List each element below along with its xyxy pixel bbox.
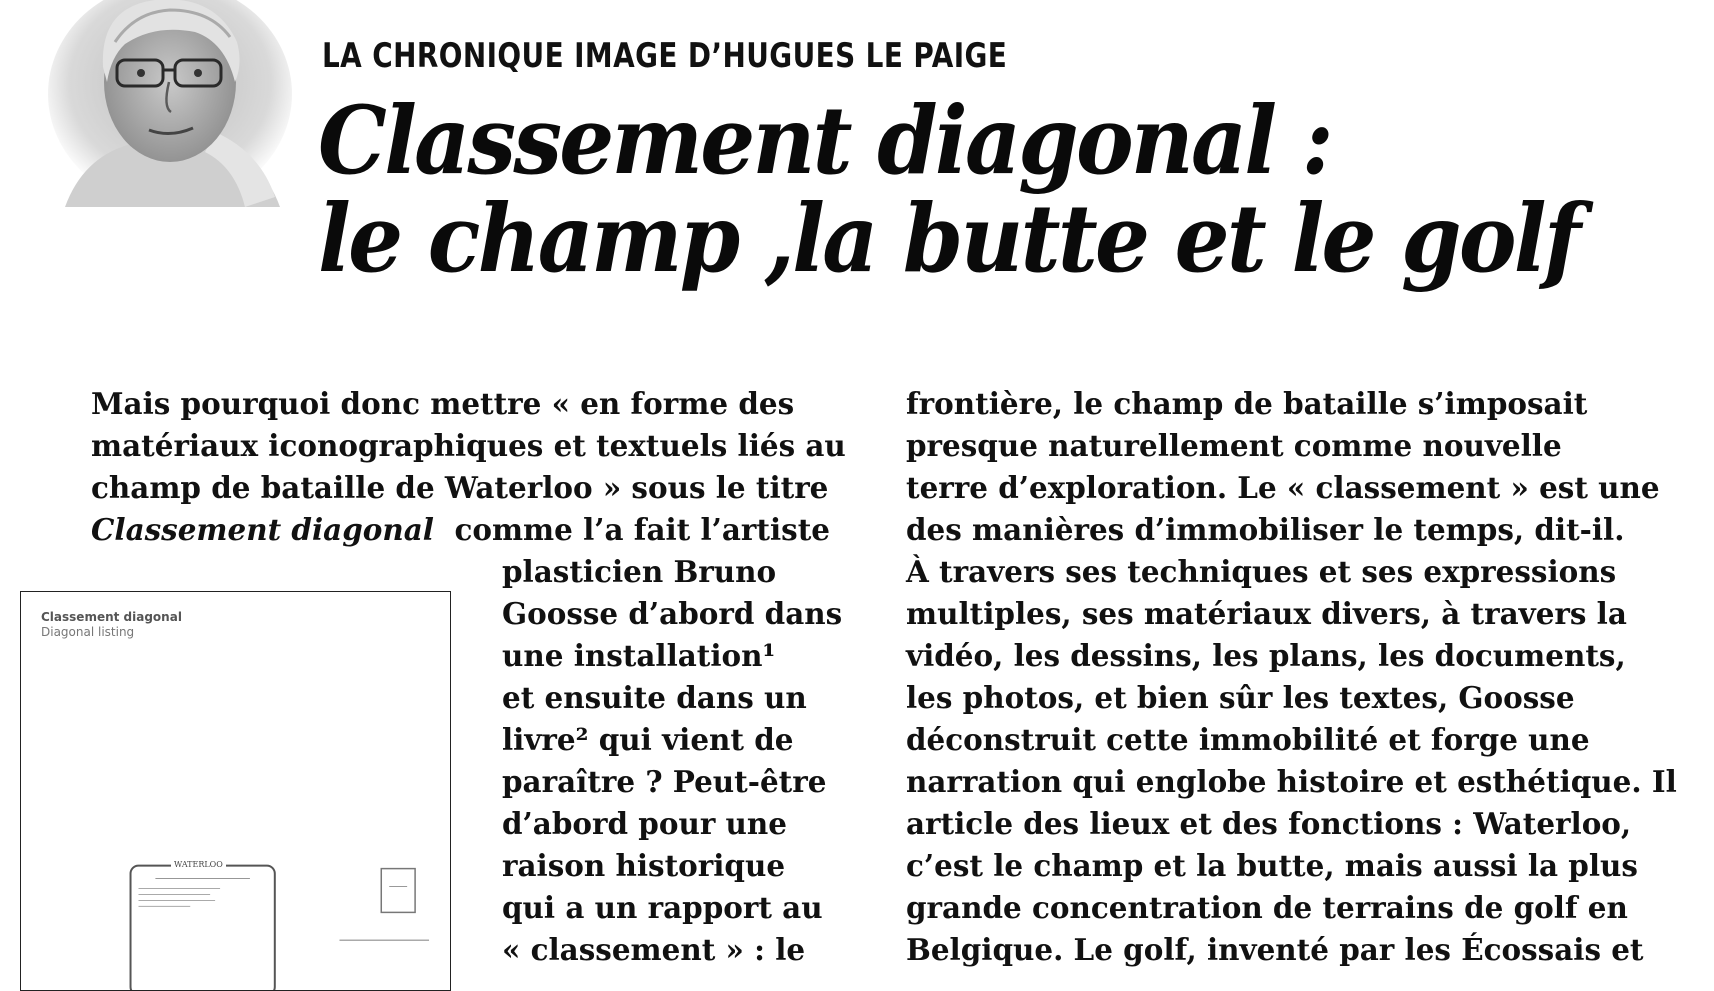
italic-title-reference: Classement diagonal — [91, 513, 434, 548]
body-line: vidéo, les dessins, les plans, les documents, — [906, 639, 1626, 674]
body-line: grande concentration de terrains de golf en — [906, 891, 1628, 926]
figure-map-label: WATERLOO — [171, 860, 226, 869]
body-line: Mais pourquoi donc mettre « en forme des — [91, 387, 795, 422]
article-narrow-column — [502, 552, 849, 972]
body-line: et ensuite dans un — [502, 681, 807, 716]
body-line: matériaux iconographiques et textuels liés au — [91, 429, 846, 464]
body-line: plasticien Bruno — [502, 555, 777, 590]
body-line: d’abord pour une — [502, 807, 788, 842]
headline-line-2: le champ ,la butte et le golf — [318, 184, 1579, 294]
body-line: paraître ? Peut-être — [502, 765, 827, 800]
column-kicker: LA CHRONIQUE IMAGE D’HUGUES LE PAIGE — [322, 36, 1008, 76]
body-line: « classement » : le — [502, 933, 806, 968]
body-line: livre² qui vient de — [502, 723, 794, 758]
author-portrait-drawing — [45, 0, 295, 207]
body-line: Goosse d’abord dans — [502, 597, 843, 632]
body-line: des manières d’immobiliser le temps, dit-il. — [906, 513, 1625, 548]
body-line: frontière, le champ de bataille s’imposait — [906, 387, 1588, 422]
body-line: terre d’exploration. Le « classement » est une — [906, 471, 1660, 506]
figure-subtitle: Diagonal listing — [41, 625, 135, 639]
body-line-rest: comme l’a fait l’artiste — [433, 513, 831, 548]
author-portrait — [45, 0, 295, 207]
body-line: qui a un rapport au — [502, 891, 823, 926]
body-line: À travers ses techniques et ses expressions — [906, 555, 1617, 590]
body-line: une installation¹ — [502, 639, 776, 674]
body-line: déconstruit cette immobilité et forge une — [906, 723, 1590, 758]
article-headline — [318, 86, 1579, 294]
body-line: raison historique — [502, 849, 786, 884]
body-line: Belgique. Le golf, inventé par les Écossais et — [906, 933, 1644, 968]
body-line: article des lieux et des fonctions : Waterloo, — [906, 807, 1632, 842]
article-right-column — [906, 384, 1693, 972]
article-left-column — [91, 384, 861, 552]
body-line — [91, 510, 846, 552]
body-line: les photos, et bien sûr les textes, Goosse — [906, 681, 1575, 716]
body-line: c’est le champ et la butte, mais aussi la plus — [906, 849, 1638, 884]
figure-map-drawing — [21, 592, 450, 990]
book-page-figure — [20, 591, 451, 991]
body-line: narration qui englobe histoire et esthétique. Il — [906, 765, 1677, 800]
body-line: champ de bataille de Waterloo » sous le titre — [91, 471, 829, 506]
body-line: multiples, ses matériaux divers, à travers la — [906, 597, 1627, 632]
headline-line-1: Classement diagonal : — [318, 86, 1331, 196]
figure-title: Classement diagonal — [41, 610, 182, 624]
body-line: presque naturellement comme nouvelle — [906, 429, 1562, 464]
